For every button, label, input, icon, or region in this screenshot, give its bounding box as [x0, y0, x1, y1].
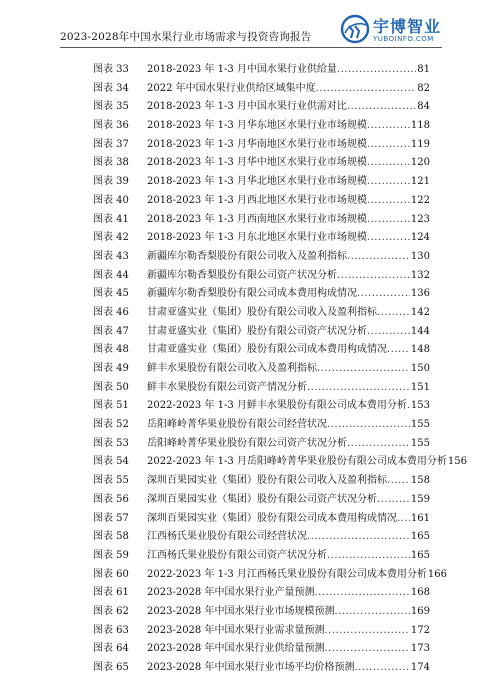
toc-entry[interactable] — [75, 229, 430, 248]
figure-number: 图表 35 — [93, 101, 129, 113]
dot-leader — [324, 640, 409, 659]
page-number: 81 — [417, 64, 430, 75]
figure-number: 图表 42 — [93, 232, 129, 244]
figure-number: 图表 38 — [93, 157, 129, 169]
toc-entry[interactable] — [75, 304, 430, 323]
dot-leader — [357, 285, 410, 304]
dot-leader — [367, 154, 410, 173]
figure-number: 图表 47 — [93, 325, 129, 337]
toc-entry[interactable] — [75, 80, 430, 99]
figure-number: 图表 62 — [93, 605, 129, 617]
toc-entry-line — [147, 98, 430, 117]
toc-entry-line — [147, 173, 430, 192]
dot-leader — [367, 211, 410, 230]
page-number: 130 — [410, 250, 430, 262]
figure-title: 2018-2023 年 1-3 月中国水果行业供需对比 — [147, 101, 347, 113]
toc-entry[interactable] — [75, 173, 430, 192]
figure-number: 图表 60 — [93, 568, 129, 580]
figure-title: 2018-2023 年 1-3 月东北地区水果行业市场规模 — [147, 232, 367, 244]
figure-title: 深圳百果园实业（集团）股份有限公司资产状况分析 — [147, 493, 377, 505]
page-number: 124 — [410, 232, 430, 244]
toc-entry-line — [147, 360, 430, 379]
figure-number: 图表 61 — [93, 587, 129, 599]
figure-number: 图表 65 — [93, 662, 129, 673]
toc-entry[interactable] — [75, 379, 430, 398]
toc-entry[interactable] — [75, 192, 430, 211]
figure-title: 2018-2023 年 1-3 月华北地区水果行业市场规模 — [147, 176, 367, 188]
page-number: 153 — [410, 400, 430, 412]
toc-entry-line — [147, 510, 430, 529]
toc-entry[interactable] — [75, 659, 430, 678]
toc-entry-line — [147, 379, 430, 398]
dot-leader — [337, 267, 410, 286]
toc-entry-line — [147, 547, 430, 566]
toc-entry-line — [147, 566, 448, 585]
page-header — [0, 0, 500, 48]
dot-leader — [347, 248, 410, 267]
figure-number: 图表 58 — [93, 531, 129, 543]
toc-entry[interactable] — [75, 547, 430, 566]
toc-entry[interactable] — [75, 397, 430, 416]
dot-leader — [347, 98, 416, 117]
logo-icon — [340, 14, 370, 44]
dot-leader — [367, 229, 410, 248]
figure-number: 图表 59 — [93, 549, 129, 561]
figure-number: 图表 33 — [93, 64, 129, 75]
dot-leader — [317, 360, 410, 379]
figure-title: 2022-2023 年 1-3 月岳阳峰岭菁华果业股份有限公司成本费用分析 — [147, 456, 447, 468]
dot-leader — [367, 323, 410, 342]
figure-number: 图表 50 — [93, 381, 129, 393]
dot-leader — [316, 80, 417, 99]
header-divider — [60, 47, 442, 48]
dot-leader — [387, 472, 410, 491]
figure-title: 2022-2023 年 1-3 月江西杨氏果业股份有限公司成本费用分析 — [147, 568, 427, 580]
table-of-figures — [75, 61, 468, 678]
page-number: 161 — [410, 512, 430, 524]
toc-entry-line — [147, 267, 430, 286]
figure-title: 2023-2028 年中国水果行业产量预测 — [147, 587, 315, 599]
figure-number: 图表 39 — [93, 176, 129, 188]
toc-entry[interactable] — [75, 584, 430, 603]
figure-title: 2018-2023 年 1-3 月华东地区水果行业市场规模 — [147, 120, 367, 132]
toc-entry[interactable] — [75, 416, 430, 435]
toc-entry-line — [147, 304, 430, 323]
toc-entry[interactable] — [75, 510, 430, 529]
toc-entry-line — [147, 248, 430, 267]
figure-number: 图表 36 — [93, 120, 129, 132]
figure-title: 新疆库尔勒香梨股份有限公司资产状况分析 — [147, 269, 337, 281]
toc-entry[interactable] — [75, 435, 430, 454]
toc-entry[interactable] — [75, 267, 430, 286]
dot-leader — [337, 61, 416, 80]
toc-entry[interactable] — [75, 341, 430, 360]
dot-leader — [347, 435, 410, 454]
figure-number: 图表 40 — [93, 194, 129, 206]
figure-title: 2023-2028 年中国水果行业市场规模预测 — [147, 605, 335, 617]
page-number: 159 — [410, 493, 430, 505]
page-number: 123 — [410, 213, 430, 225]
page-number: 168 — [410, 587, 430, 599]
toc-entry[interactable] — [75, 566, 448, 585]
dot-leader — [327, 416, 410, 435]
dot-leader — [324, 622, 409, 641]
figure-number: 图表 56 — [93, 493, 129, 505]
page-number: 132 — [410, 269, 430, 281]
page-number: 155 — [410, 437, 430, 449]
toc-entry-line — [147, 211, 430, 230]
toc-entry-line — [147, 80, 430, 99]
toc-entry-line — [147, 229, 430, 248]
page-number: 156 — [447, 456, 468, 468]
toc-entry[interactable] — [75, 360, 430, 379]
toc-entry-line — [147, 136, 430, 155]
toc-entry[interactable] — [75, 453, 468, 472]
toc-entry[interactable] — [75, 285, 430, 304]
toc-entry-line — [147, 341, 430, 360]
figure-title: 2018-2023 年 1-3 月华中地区水果行业市场规模 — [147, 157, 367, 169]
page-number: 174 — [410, 662, 430, 673]
page-number: 82 — [417, 82, 430, 94]
figure-number: 图表 49 — [93, 363, 129, 374]
report-title: 2023-2028年中国水果行业市场需求与投资咨询报告 — [60, 31, 312, 43]
dot-leader — [367, 136, 410, 155]
toc-entry[interactable] — [75, 117, 430, 136]
toc-entry[interactable] — [75, 136, 430, 155]
toc-entry-line — [147, 640, 430, 659]
figure-number: 图表 51 — [93, 400, 129, 412]
figure-title: 2022-2023 年 1-3 月鲜丰水果股份有限公司成本费用分析 — [147, 400, 407, 412]
page-number: 121 — [410, 176, 430, 188]
figure-number: 图表 44 — [93, 269, 129, 281]
page-number: 120 — [410, 157, 430, 169]
figure-title: 2018-2023 年 1-3 月中国水果行业供给量 — [147, 64, 337, 75]
page-number: 166 — [427, 568, 448, 580]
dot-leader — [387, 341, 410, 360]
figure-number: 图表 48 — [93, 344, 129, 356]
page-number: 155 — [410, 419, 430, 431]
page-number: 172 — [410, 624, 430, 636]
dot-leader — [367, 117, 410, 136]
logo-url: YUBOINFO.COM — [373, 35, 434, 43]
page-number: 122 — [410, 194, 430, 206]
figure-title: 2023-2028 年中国水果行业需求量预测 — [147, 624, 325, 636]
toc-entry-line — [147, 584, 430, 603]
dot-leader — [334, 603, 409, 622]
page-number: 142 — [410, 306, 430, 318]
toc-entry-line — [147, 622, 430, 641]
figure-title: 2018-2023 年 1-3 月华南地区水果行业市场规模 — [147, 138, 367, 150]
figure-number: 图表 64 — [93, 643, 129, 655]
toc-entry-line — [147, 117, 430, 136]
dot-leader — [377, 491, 410, 510]
toc-entry-line — [147, 603, 430, 622]
page-number: 158 — [410, 475, 430, 487]
dot-leader — [354, 659, 409, 678]
figure-title: 2018-2023 年 1-3 月西北地区水果行业市场规模 — [147, 194, 367, 206]
figure-number: 图表 53 — [93, 437, 129, 449]
figure-number: 图表 57 — [93, 512, 129, 524]
page-number: 148 — [410, 344, 430, 356]
toc-entry-line — [147, 528, 430, 547]
figure-title: 江西杨氏果业股份有限公司经营状况 — [147, 531, 307, 543]
toc-entry[interactable] — [75, 528, 430, 547]
figure-title: 岳阳峰岭菁华果业股份有限公司资产状况分析 — [147, 437, 347, 449]
figure-number: 图表 46 — [93, 306, 129, 318]
toc-entry-line — [147, 61, 430, 80]
company-logo — [340, 14, 460, 48]
figure-title: 深圳百果园实业（集团）股份有限公司收入及盈利指标 — [147, 475, 387, 487]
figure-title: 2023-2028 年中国水果行业供给量预测 — [147, 643, 325, 655]
figure-title: 新疆库尔勒香梨股份有限公司成本费用构成情况 — [147, 288, 357, 300]
page-number: 173 — [410, 643, 430, 655]
figure-title: 甘肃亚盛实业（集团）股份有限公司资产状况分析 — [147, 325, 367, 337]
toc-entry[interactable] — [75, 154, 430, 173]
page-number: 165 — [410, 549, 430, 561]
toc-entry-line — [147, 416, 430, 435]
toc-entry-line — [147, 453, 468, 472]
figure-title: 深圳百果园实业（集团）股份有限公司成本费用构成情况 — [147, 512, 397, 524]
toc-entry[interactable] — [75, 603, 430, 622]
figure-number: 图表 52 — [93, 419, 129, 431]
dot-leader — [377, 304, 410, 323]
page-number: 169 — [410, 605, 430, 617]
figure-number: 图表 37 — [93, 138, 129, 150]
page-number: 84 — [417, 101, 430, 113]
page-number: 144 — [410, 325, 430, 337]
toc-entry[interactable] — [75, 61, 430, 80]
figure-number: 图表 43 — [93, 250, 129, 262]
toc-entry-line — [147, 323, 430, 342]
toc-entry[interactable] — [75, 98, 430, 117]
figure-number: 图表 55 — [93, 475, 129, 487]
toc-entry[interactable] — [75, 491, 430, 510]
figure-number: 图表 54 — [93, 456, 129, 468]
figure-title: 岳阳峰岭菁华果业股份有限公司经营状况 — [147, 419, 327, 431]
toc-entry-line — [147, 397, 430, 416]
toc-entry-line — [147, 472, 430, 491]
dot-leader — [367, 173, 410, 192]
figure-number: 图表 45 — [93, 288, 129, 300]
page-number: 136 — [410, 288, 430, 300]
dot-leader — [307, 379, 410, 398]
toc-entry-line — [147, 659, 430, 678]
dot-leader — [307, 528, 410, 547]
toc-entry-line — [147, 491, 430, 510]
toc-entry[interactable] — [75, 640, 430, 659]
figure-title: 甘肃亚盛实业（集团）股份有限公司收入及盈利指标 — [147, 306, 377, 318]
toc-entry-line — [147, 192, 430, 211]
toc-entry-line — [147, 154, 430, 173]
figure-number: 图表 41 — [93, 213, 129, 225]
dot-leader — [367, 192, 410, 211]
page-number: 151 — [410, 381, 430, 393]
logo-name: 宇博智业 — [373, 17, 442, 36]
figure-title: 新疆库尔勒香梨股份有限公司收入及盈利指标 — [147, 250, 347, 262]
figure-title: 甘肃亚盛实业（集团）股份有限公司成本费用构成情况 — [147, 344, 387, 356]
page-number: 165 — [410, 531, 430, 543]
figure-title: 2022 年中国水果行业供给区域集中度 — [147, 82, 316, 94]
page-number: 118 — [410, 120, 430, 132]
dot-leader — [327, 547, 410, 566]
toc-entry-line — [147, 435, 430, 454]
page-number: 119 — [410, 138, 430, 150]
figure-number: 图表 34 — [93, 82, 129, 94]
toc-entry[interactable] — [75, 248, 430, 267]
dot-leader — [314, 584, 409, 603]
toc-entry[interactable] — [75, 472, 430, 491]
toc-entry[interactable] — [75, 211, 430, 230]
dot-leader — [397, 510, 410, 529]
toc-entry[interactable] — [75, 323, 430, 342]
toc-entry-line — [147, 285, 430, 304]
figure-title: 鲜丰水果股份有限公司收入及盈利指标 — [147, 363, 317, 374]
figure-title: 鲜丰水果股份有限公司资产情况分析 — [147, 381, 307, 393]
figure-number: 图表 63 — [93, 624, 129, 636]
figure-title: 2023-2028 年中国水果行业市场平均价格预测 — [147, 662, 355, 673]
toc-entry[interactable] — [75, 622, 430, 641]
page-number: 150 — [410, 363, 430, 374]
figure-title: 江西杨氏果业股份有限公司资产状况分析 — [147, 549, 327, 561]
figure-title: 2018-2023 年 1-3 月西南地区水果行业市场规模 — [147, 213, 367, 225]
